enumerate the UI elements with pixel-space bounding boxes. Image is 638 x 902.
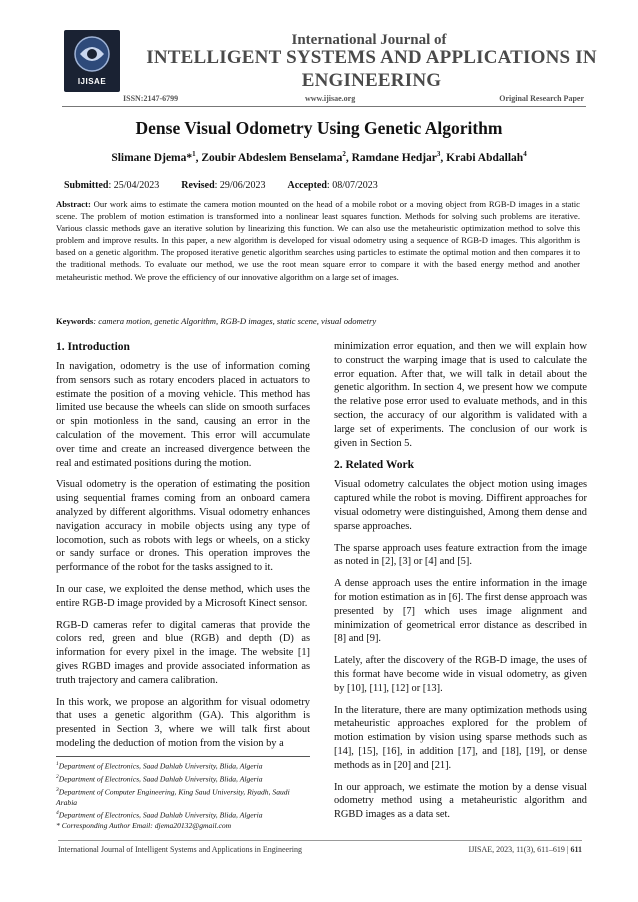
paragraph: minimization error equation, and then we will explain how to construct the warping image that is used to calculate the error equation. After that, we will talk in detail about the genetic algorithm. In section 4, we present how we compute the relative pose error used to evaluate methods, and in this section, the accuracy of our algorithm is validated with a large set of experiments. The conclusion of our work is given in Section 5. bbox=[334, 341, 587, 449]
journal-url[interactable]: www.ijisae.org bbox=[305, 94, 356, 103]
footnote: $^4$Department of Electronics, Saad Dahlab University, Blida, Algeria bbox=[56, 810, 263, 820]
footnote: $^2$Department of Electronics, Saad Dahlab University, Blida, Algeria bbox=[56, 773, 263, 784]
paragraph: In navigation, odometry is the use of information coming from sensors such as rotary encoders placed in actuators to estimate the position of a moving vehicle. This method has limited use because the wheels can slide on smooth surfaces or spin motionless in the sand, causing an error in the calculation of the movement. This error will accumulate over time and create an increased divergence between the real and estimated positions during the motion. bbox=[56, 361, 310, 469]
accepted-date: : 08/07/2023 bbox=[326, 180, 378, 191]
author-list bbox=[40, 150, 598, 164]
left-column bbox=[56, 340, 310, 759]
revised-label: Revised bbox=[181, 180, 215, 191]
paragraph: A dense approach uses the entire information in the image for motion estimation as in [6]. The first dense approach was presented by [7] which uses image alignment and minimization of geometrical error distance as described in [8] and [9]. bbox=[334, 578, 587, 645]
page-footer bbox=[58, 845, 582, 854]
submitted-date: : 25/04/2023 bbox=[108, 180, 160, 191]
paragraph: In the literature, there are many optimization methods using metaheuristic approaches explored for the problem of motion estimation by vision using sparse methods such as [14], [15], [16], in addition [17], and [18], [19], or dense methods as in [20] and [21]. bbox=[334, 704, 587, 771]
footnote: $^3$Department of Computer Engineering, King Saud University, Riyadh, Saudi Arabia bbox=[56, 786, 290, 807]
footer-divider bbox=[58, 840, 582, 841]
footer-journal: International Journal of Intelligent Systems and Applications in Engineering bbox=[58, 845, 302, 854]
keywords-label: Keywords bbox=[56, 316, 94, 326]
author: Slimane Djema*$^1$, bbox=[111, 150, 202, 164]
author: Krabi Abdallah$^4$ bbox=[446, 150, 527, 164]
logo-text: IJISAE bbox=[77, 77, 107, 86]
section-heading-related-work: 2. Related Work bbox=[334, 459, 414, 472]
revised-date: : 29/06/2023 bbox=[214, 180, 266, 191]
journal-name-small: International Journal of bbox=[291, 32, 447, 48]
paragraph: Visual odometry is the operation of estimating the position using sequential frames coming from an onboard camera analyzed by different algorithms. Visual odometry enhances navigation accuracy in mobile objects using any type of locomotion, such as robots with legs or wheels, on a sticky or sandy surface or drones. This operation improves the performance of the robot for the tasks assigned to it. bbox=[56, 479, 310, 574]
right-column bbox=[334, 340, 587, 830]
paragraph: Lately, after the discovery of the RGB-D image, the uses of this format have become wide in visual odometry, as given by [10], [11], [12] or [13]. bbox=[334, 655, 587, 694]
submitted-label: Submitted bbox=[64, 180, 109, 191]
paragraph: In this work, we propose an algorithm for visual odometry that uses a genetic algorithm (GA). This algorithm is presented in Section 3, where we will talk first about modeling the deduction of motion from the vision by a bbox=[56, 696, 310, 749]
author: Zoubir Abdeslem Benselama$^2$, bbox=[201, 150, 352, 164]
journal-name-big: INTELLIGENT SYSTEMS AND APPLICATIONS IN ENGINEERING bbox=[146, 47, 597, 91]
logo-emblem-icon bbox=[72, 34, 112, 74]
footnotes bbox=[56, 756, 310, 832]
section-heading-introduction: 1. Introduction bbox=[56, 341, 130, 353]
paper-type: Original Research Paper bbox=[499, 94, 584, 103]
issn: ISSN:2147-6799 bbox=[123, 94, 179, 103]
keywords-text: : camera motion, genetic Algorithm, RGB-D images, static scene, visual odometry bbox=[93, 316, 377, 326]
paragraph: The sparse approach uses feature extraction from the image as noted in [2], [3] or [4] and [5]. bbox=[334, 542, 587, 568]
corresponding-author: * Corresponding Author Email: djema20132@gmail.com bbox=[56, 821, 232, 831]
paragraph: RGB-D cameras refer to digital cameras that provide the colors red, green and blue (RGB) and depth (D) as information for every pixel in the image. The website [1] gives RGBD images and provide associated information as truth trajectory and camera calibration. bbox=[56, 619, 310, 686]
author: Ramdane Hedjar$^3$, bbox=[351, 150, 447, 164]
paper-dates bbox=[64, 180, 378, 191]
paper-title: Dense Visual Odometry Using Genetic Algorithm bbox=[135, 118, 503, 138]
footnote: $^1$Department of Electronics, Saad Dahlab University, Blida, Algeria bbox=[56, 761, 263, 771]
abstract-text: Our work aims to estimate the camera motion mounted on the head of a mobile robot or a moving object from RGB-D images in a static scene. The problem of motion estimation is transformed into a nonlinear least squares function. Methods for solving such problems are iterative. Various classic methods gave an iterative solution by linearizing this function. We can also use the metaheuristic optimization method to solve this problem and improve results. In this paper, a new algorithm is developed for visual odometry using a sequence of RGB-D images. This algorithm is based on a genetic algorithm. The proposed iterative genetic algorithm searches using particles to estimate the optimal motion and then compares it to the traditional methods. To evaluate our method, we use the root mean square error to compare it with the based energy method and another metaheuristic method. We prove the efficiency of our innovative algorithm on a large set of images. bbox=[56, 199, 580, 282]
journal-logo bbox=[64, 30, 120, 92]
paragraph: In our case, we exploited the dense method, which uses the entire RGB-D image provided by a Microsoft Kinect sensor. bbox=[56, 583, 310, 609]
paragraph: Visual odometry calculates the object motion using images captured while the robot is moving. Diffirent approaches for visual odometry were distinguished, Among them dense and sparse approaches. bbox=[334, 479, 587, 532]
page-number: 611 bbox=[570, 845, 582, 854]
abstract bbox=[56, 198, 580, 283]
keywords bbox=[56, 316, 580, 326]
header-divider bbox=[62, 106, 586, 107]
footer-citation: IJISAE, 2023, 11(3), 611–619 | 611 bbox=[468, 845, 582, 854]
accepted-label: Accepted bbox=[287, 180, 327, 191]
abstract-label: Abstract: bbox=[56, 199, 91, 209]
paragraph: In our approach, we estimate the motion by a dense visual odometry method using a metaheuristic algorithm and RGBD images as a data set. bbox=[334, 781, 587, 821]
